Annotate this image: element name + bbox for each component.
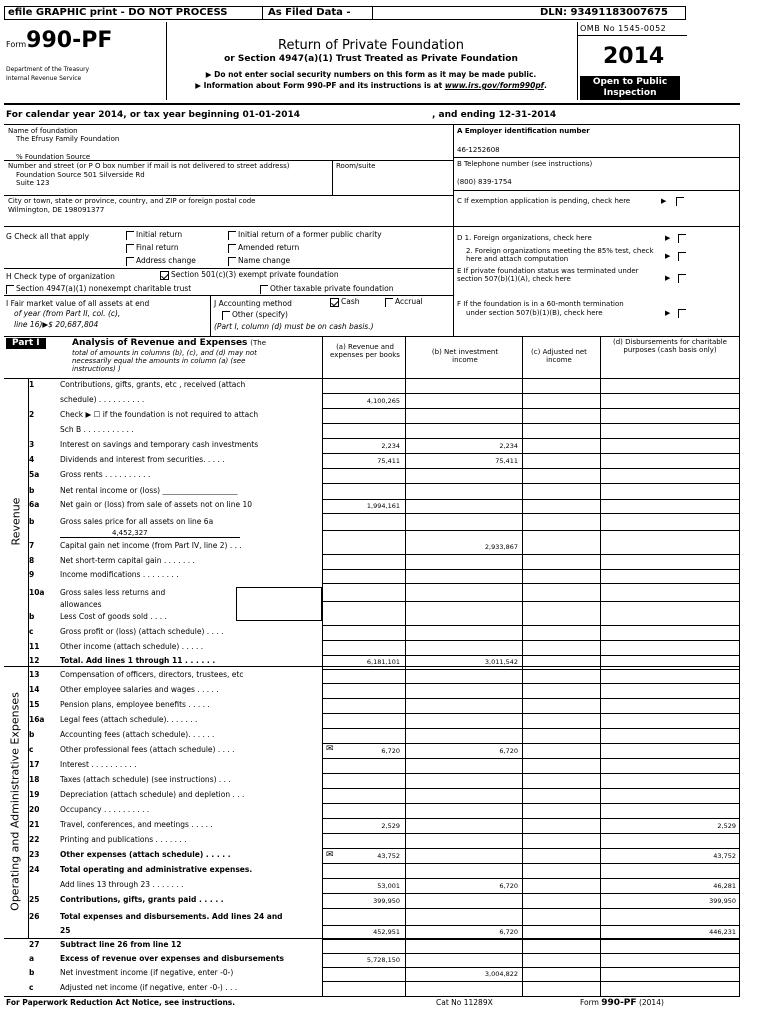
row-divider — [322, 530, 740, 531]
row-divider — [322, 698, 740, 699]
room-suite-label: Room/suite — [336, 162, 376, 170]
row-label: Printing and publications . . . . . . . — [60, 835, 187, 844]
form-title: Return of Private Foundation — [278, 38, 464, 53]
allowances-label: allowances — [60, 600, 102, 609]
part-title — [72, 338, 320, 348]
initial-former-label: Initial return of a former public charity — [238, 230, 382, 239]
org-type-501c3-label: Section 501(c)(3) exempt private foundation — [171, 270, 339, 279]
row-divider — [322, 773, 740, 774]
form-id: 990-PF — [26, 28, 113, 53]
row-number: 26 — [29, 912, 40, 921]
row-divider — [322, 818, 740, 819]
footer-form — [580, 998, 664, 1008]
initial-return-label: Initial return — [136, 230, 183, 239]
row-value-a: 2,529 — [381, 822, 400, 830]
row-label: Other expenses (attach schedule) . . . . . — [60, 850, 231, 859]
row-label: Depreciation (attach schedule) and depletion . . . — [60, 790, 245, 799]
row-divider — [322, 833, 740, 834]
initial-return-check[interactable] — [126, 230, 182, 240]
initial-former-box[interactable] — [228, 231, 236, 240]
row-label: Excess of revenue over expenses and disbursements — [60, 954, 285, 963]
form-number — [6, 28, 112, 53]
row-label: Legal fees (attach schedule). . . . . . . — [60, 715, 198, 724]
row-value-a: 53,001 — [377, 882, 400, 890]
address-change-box[interactable] — [126, 257, 134, 266]
method-other[interactable] — [222, 310, 288, 320]
row-divider — [322, 683, 740, 684]
row-number: 2 — [29, 410, 35, 419]
row-value-a: 399,950 — [373, 897, 400, 905]
terminated-arrow-icon: ▶ — [665, 274, 671, 282]
row-label: Contributions, gifts, grants, etc , received (attach — [60, 380, 246, 389]
part-sub-1: total of amounts in columns (b), (c), and (d) may not — [72, 349, 257, 357]
tax-year: 2014 — [603, 44, 665, 69]
row-value-d: 2,529 — [717, 822, 736, 830]
row-number: 19 — [29, 790, 40, 799]
termination-60-checkbox[interactable] — [678, 309, 686, 318]
row-number: b — [29, 968, 35, 977]
exemption-pending-label: C If exemption application is pending, check here — [457, 197, 631, 205]
foundation-name-label: Name of foundation — [8, 127, 78, 135]
efile-banner: efile GRAPHIC print - DO NOT PROCESS — [8, 7, 228, 18]
row-divider — [322, 640, 740, 641]
foreign-85-checkbox[interactable] — [678, 252, 686, 261]
attachment-icon-16c[interactable]: ✉ — [326, 744, 334, 754]
other-method-box[interactable] — [222, 311, 230, 320]
row-label: Other income (attach schedule) . . . . . — [60, 642, 204, 651]
col-a-header: (a) Revenue and expenses per books — [330, 343, 400, 359]
amended-return-check[interactable] — [228, 243, 299, 253]
col-d-header: (d) Disbursements for charitable purposes (cash basis only) — [613, 338, 727, 354]
row-label: Travel, conferences, and meetings . . . . . — [60, 820, 213, 829]
row-divider — [322, 483, 740, 484]
check-other-taxable-box[interactable] — [260, 285, 268, 294]
check-all-label: G Check all that apply — [6, 232, 90, 241]
org-type-label: H Check type of organization — [6, 272, 115, 281]
row-divider — [322, 953, 740, 954]
check-501c3-icon[interactable] — [160, 271, 169, 280]
accounting-method-label: J Accounting method — [214, 299, 292, 308]
row-divider — [322, 468, 740, 469]
row-label: Check ▶ ☐ if the foundation is not required to attach — [60, 410, 259, 419]
suite: Suite 123 — [16, 179, 50, 187]
street-label: Number and street (or P O box number if mail is not delivered to street address) — [8, 162, 290, 170]
row-number: 4 — [29, 455, 35, 464]
row-number: 11 — [29, 642, 40, 651]
row-label: 25 — [60, 926, 71, 935]
revenue-side-label: Revenue — [9, 497, 23, 546]
row-number: 21 — [29, 820, 40, 829]
row-number: 3 — [29, 440, 35, 449]
omb-number: OMB No 1545-0052 — [580, 24, 667, 33]
row-divider — [322, 655, 740, 656]
open-public-box — [580, 76, 680, 100]
row-value-b: 75,411 — [495, 457, 518, 465]
info-note-end: . — [543, 81, 547, 90]
row-label: Other employee salaries and wages . . . . . — [60, 685, 219, 694]
foreign-org-label: D 1. Foreign organizations, check here — [457, 234, 592, 242]
row-number: 24 — [29, 865, 40, 874]
row-divider — [322, 569, 740, 570]
row-divider — [322, 728, 740, 729]
exemption-arrow-icon: ▶ — [661, 197, 667, 205]
care-of: % Foundation Source — [16, 153, 91, 161]
method-accrual[interactable] — [385, 297, 423, 307]
row-label: Occupancy . . . . . . . . . . — [60, 805, 150, 814]
row-divider — [322, 713, 740, 714]
city-value: Wilmington, DE 198091377 — [8, 206, 105, 214]
row-divider — [322, 863, 740, 864]
row-number: 6a — [29, 500, 40, 509]
row-label: Subtract line 26 from line 12 — [60, 940, 182, 949]
col-c-header: (c) Adjusted net income — [531, 348, 587, 364]
row-value-a: 452,951 — [373, 928, 400, 936]
row-label: Contributions, gifts, grants paid . . . . . — [60, 895, 224, 904]
tax-period-end: , and ending 12-31-2014 — [432, 110, 557, 120]
terminated-label: E If private foundation status was terminated under section 507(b)(1)(A), check here — [457, 267, 639, 283]
row-label: Gross rents . . . . . . . . . . — [60, 470, 151, 479]
row-number: 22 — [29, 835, 40, 844]
irs-label: Internal Revenue Service — [6, 75, 82, 82]
part-tag: Part I — [6, 338, 46, 349]
row-label: Total. Add lines 1 through 11 . . . . . . — [60, 656, 216, 665]
city-label: City or town, state or province, country, and ZIP or foreign postal code — [8, 197, 256, 205]
fmv-label-2: of year (from Part II, col. (c), — [14, 309, 121, 318]
row-number: c — [29, 745, 34, 754]
accrual-label: Accrual — [395, 297, 423, 306]
footer-form-year: (2014) — [636, 998, 664, 1007]
row-label: Add lines 13 through 23 . . . . . . . — [60, 880, 184, 889]
row-label: Gross sales price for all assets on line 6a — [60, 517, 214, 526]
row-number: 27 — [29, 940, 40, 949]
row-number: b — [29, 486, 35, 495]
row-value-d: 46,281 — [713, 882, 736, 890]
row-number: 18 — [29, 775, 40, 784]
footer-form-number: 990-PF — [601, 998, 637, 1008]
row-divider — [322, 788, 740, 789]
row-number: 1 — [29, 380, 35, 389]
row-number: 20 — [29, 805, 40, 814]
row-divider — [322, 499, 740, 500]
row-divider — [322, 669, 740, 670]
row-number: 23 — [29, 850, 40, 859]
irs-link[interactable]: www.irs.gov/form990pf — [444, 81, 544, 90]
fmv-value: line 16)▶$ 20,687,804 — [14, 320, 99, 329]
part-title-text: Analysis of Revenue and Expenses — [72, 338, 248, 348]
row-divider — [322, 513, 740, 514]
row-divider — [322, 939, 740, 940]
row-value-a: 6,720 — [381, 747, 400, 755]
row-value-b: 6,720 — [499, 928, 518, 936]
part-title-note: (The — [250, 339, 267, 347]
row-value-a: 4,100,265 — [366, 397, 400, 405]
row-label: Total expenses and disbursements. Add lines 24 and — [60, 912, 283, 921]
cash-basis-note: (Part I, column (d) must be on cash basis.) — [214, 322, 374, 331]
row-divider — [322, 583, 740, 584]
foreign-85-label: 2. Foreign organizations meeting the 85% test, check here and attach computation — [466, 247, 654, 263]
phone-value: (800) 839-1754 — [457, 178, 512, 186]
footer-form-word: Form — [580, 998, 602, 1007]
org-type-501c3[interactable] — [160, 270, 339, 280]
row-divider — [322, 423, 740, 424]
phone-label: B Telephone number (see instructions) — [457, 160, 593, 168]
termination-60-1: F If the foundation is in a 60-month termination — [457, 300, 624, 308]
row-label: Less Cost of goods sold . . . . — [60, 612, 167, 621]
row-value-b: 2,933,867 — [484, 543, 518, 551]
gross-sales-6b-value: 4,452,327 — [112, 529, 148, 537]
foreign-arrow-icon: ▶ — [665, 234, 671, 242]
row-label: Other professional fees (attach schedule) . . . . — [60, 745, 235, 754]
form-subtitle: or Section 4947(a)(1) Trust Treated as Private Foundation — [224, 54, 518, 64]
row-number: 9 — [29, 570, 35, 579]
row-label: Total operating and administrative expenses. — [60, 865, 253, 874]
row-divider — [322, 908, 740, 909]
row-label: Compensation of officers, directors, trustees, etc — [60, 670, 244, 679]
org-type-other-label: Other taxable private foundation — [270, 284, 394, 293]
row-label: Dividends and interest from securities. . . . . — [60, 455, 225, 464]
row-label: Sch B . . . . . . . . . . . — [60, 425, 134, 434]
street-address: Foundation Source 501 Silverside Rd — [16, 171, 145, 179]
row-number: 14 — [29, 685, 40, 694]
final-return-label: Final return — [136, 243, 179, 252]
row-value-b: 6,720 — [499, 882, 518, 890]
row-label: Net rental income or (loss) ____________________ — [60, 486, 238, 495]
row-label: Adjusted net income (if negative, enter -0-) . . . — [60, 983, 238, 992]
row-label: Interest on savings and temporary cash investments — [60, 440, 259, 449]
row-number: b — [29, 612, 35, 621]
expenses-side-label: Operating and Administrative Expenses — [8, 692, 22, 911]
row-label: Net investment income (if negative, enter -0-) — [60, 968, 234, 977]
row-number: 16a — [29, 715, 45, 724]
row-value-a: 6,181,101 — [366, 658, 400, 666]
row-number: 5a — [29, 470, 40, 479]
row-number: 13 — [29, 670, 40, 679]
open-public-line1: Open to Public — [592, 77, 668, 87]
final-return-box[interactable] — [126, 244, 134, 253]
accrual-box[interactable] — [385, 298, 393, 307]
row-divider — [322, 453, 740, 454]
row-value-a: 2,234 — [381, 442, 400, 450]
row-number: a — [29, 954, 35, 963]
foundation-name: The Efrusy Family Foundation — [16, 135, 120, 143]
row-value-b: 3,004,822 — [484, 970, 518, 978]
row-value-b: 2,234 — [499, 442, 518, 450]
row-value-b: 3,011,542 — [484, 658, 518, 666]
tax-period-start: For calendar year 2014, or tax year beginning 01-01-2014 — [6, 110, 301, 120]
row-value-b: 6,720 — [499, 747, 518, 755]
row-number: 25 — [29, 895, 40, 904]
fmv-label-1: I Fair market value of all assets at end — [6, 299, 150, 308]
row-value-a: 43,752 — [377, 852, 400, 860]
row-divider — [322, 554, 740, 555]
final-return-check[interactable] — [126, 243, 179, 253]
dln-number: DLN: 93491183007675 — [540, 7, 668, 18]
row-divider — [322, 743, 740, 744]
method-cash[interactable] — [330, 297, 360, 307]
row-label: Pension plans, employee benefits . . . . . — [60, 700, 210, 709]
row-number: 17 — [29, 760, 40, 769]
row-value-a: 1,994,161 — [366, 502, 400, 510]
row-value-a: 5,728,150 — [366, 956, 400, 964]
dept-treasury: Department of the Treasury — [6, 66, 90, 73]
cash-label: Cash — [341, 297, 360, 306]
row-label: Gross profit or (loss) (attach schedule) . . . . — [60, 627, 224, 636]
as-filed-label: As Filed Data - — [268, 7, 351, 18]
check-4947-box[interactable] — [6, 285, 14, 294]
row-divider — [322, 408, 740, 409]
amended-return-label: Amended return — [238, 243, 300, 252]
other-method-label: Other (specify) — [232, 310, 288, 319]
foreign-org-checkbox[interactable] — [678, 234, 686, 243]
row-number: 10a — [29, 588, 45, 597]
row-number: 8 — [29, 556, 35, 565]
row-label: schedule) . . . . . . . . . . — [60, 395, 145, 404]
row-divider — [322, 848, 740, 849]
row-value-d: 43,752 — [713, 852, 736, 860]
foreign-85-arrow-icon: ▶ — [665, 252, 671, 260]
address-change-label: Address change — [136, 256, 196, 265]
row-label: Net short-term capital gain . . . . . . . — [60, 556, 195, 565]
ein-label: A Employer identification number — [457, 127, 590, 135]
amended-return-box[interactable] — [228, 244, 236, 253]
ein-value: 46-1252608 — [457, 146, 500, 154]
ssn-note: ▶ Do not enter social security numbers on this form as it may be made public. — [205, 70, 537, 79]
row-number: 12 — [29, 656, 40, 665]
termination-arrow-icon: ▶ — [665, 309, 671, 317]
part-sub-3: instructions) ) — [72, 365, 121, 373]
row-label: Net gain or (loss) from sale of assets not on line 10 — [60, 500, 253, 509]
row-divider — [322, 878, 740, 879]
row-label: Gross sales less returns and — [60, 588, 166, 597]
cash-check-icon[interactable] — [330, 298, 339, 307]
row-label: Taxes (attach schedule) (see instructions) . . . — [60, 775, 231, 784]
footer-notice: For Paperwork Reduction Act Notice, see instructions. — [6, 998, 236, 1007]
attachment-icon-23[interactable]: ✉ — [326, 850, 334, 860]
org-type-4947[interactable] — [6, 284, 191, 294]
open-public-line2: Inspection — [603, 88, 657, 98]
termination-60-2: under section 507(b)(1)(B), check here — [466, 309, 603, 317]
initial-former-check[interactable] — [228, 230, 382, 240]
row-number: 15 — [29, 700, 40, 709]
info-note — [166, 81, 576, 90]
row-number: 7 — [29, 541, 35, 550]
address-change-check[interactable] — [126, 256, 196, 266]
info-note-text: ▶ Information about Form 990-PF and its instructions is at — [195, 81, 445, 90]
col-b-header: (b) Net investment income — [431, 348, 499, 364]
row-label: Income modifications . . . . . . . . — [60, 570, 179, 579]
row-value-a: 75,411 — [377, 457, 400, 465]
initial-return-box[interactable] — [126, 231, 134, 240]
row-divider — [322, 438, 740, 439]
row-divider — [322, 625, 740, 626]
row-divider — [322, 967, 740, 968]
row-divider — [322, 893, 740, 894]
row-divider — [322, 601, 740, 602]
row-number: b — [29, 730, 35, 739]
row-label: Accounting fees (attach schedule). . . . . . — [60, 730, 215, 739]
row-divider — [322, 758, 740, 759]
row-value-d: 446,231 — [709, 928, 736, 936]
cat-number: Cat No 11289X — [436, 998, 493, 1007]
row-number: c — [29, 983, 34, 992]
row-value-d: 399,950 — [709, 897, 736, 905]
line10-box — [236, 587, 322, 621]
row-number: c — [29, 627, 34, 636]
row-divider — [322, 803, 740, 804]
org-type-4947-label: Section 4947(a)(1) nonexempt charitable trust — [16, 284, 192, 293]
org-type-other[interactable] — [260, 284, 393, 294]
name-change-label: Name change — [238, 256, 291, 265]
row-divider — [322, 393, 740, 394]
row-label: Capital gain net income (from Part IV, line 2) . . . — [60, 541, 242, 550]
part-sub-2: necessarily equal the amounts in column (a) (see — [72, 357, 246, 365]
name-change-check[interactable] — [228, 256, 290, 266]
exemption-pending-checkbox[interactable] — [676, 197, 684, 206]
name-change-box[interactable] — [228, 257, 236, 266]
row-divider — [322, 981, 740, 982]
row-divider — [322, 925, 740, 926]
row-number: b — [29, 517, 35, 526]
row-label: Interest . . . . . . . . . . — [60, 760, 137, 769]
form-word: Form — [6, 40, 27, 49]
terminated-checkbox[interactable] — [678, 274, 686, 283]
